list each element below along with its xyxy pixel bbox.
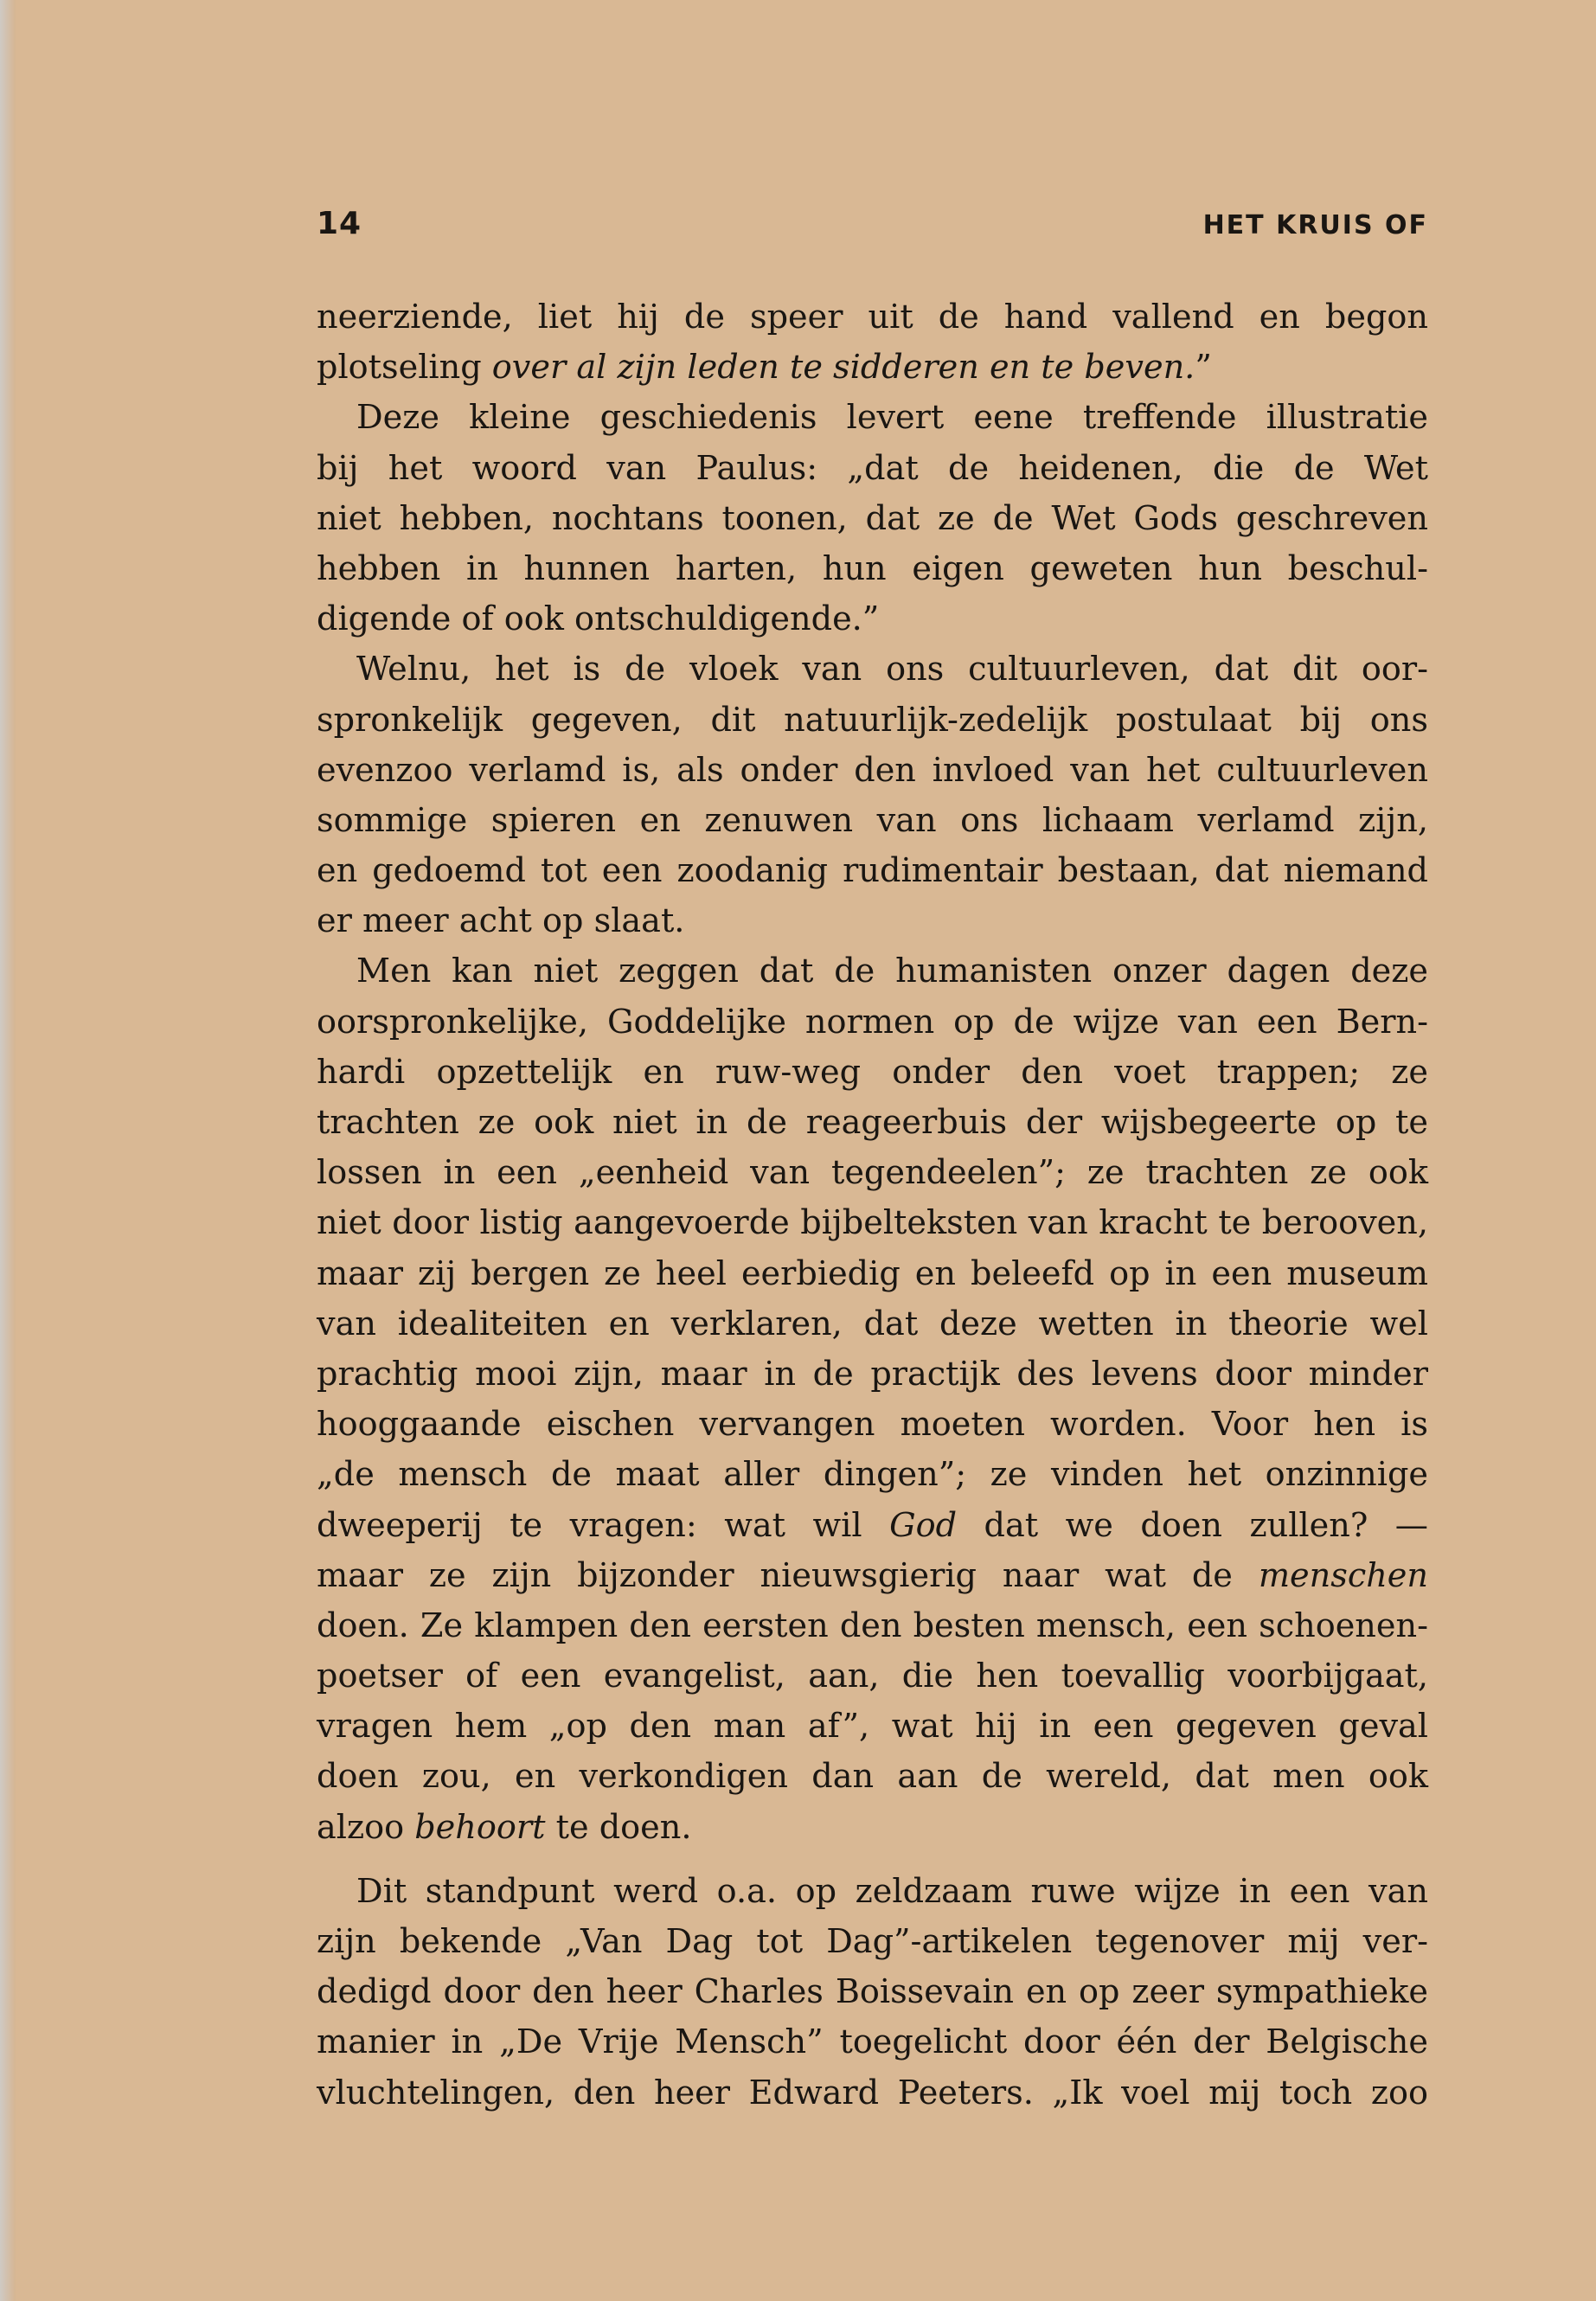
text-line: vragen hem „op den man af”, wat hij in een gegeven geval	[317, 1708, 1428, 1747]
paragraph	[317, 1867, 1428, 2118]
italic-text: behoort	[414, 1808, 546, 1847]
text-line: alzoo behoort te doen.	[317, 1808, 692, 1847]
text-line: er meer acht op slaat.	[317, 902, 685, 941]
text-line: lossen in een „eenheid van tegendeelen”; ze trachten ze ook	[317, 1154, 1428, 1193]
italic-text: God	[889, 1506, 958, 1545]
text-line: neerziende, liet hij de speer uit de hand vallend en begon	[317, 298, 1428, 336]
paragraph-gap	[317, 1853, 1428, 1867]
text-line: poetser of een evangelist, aan, die hen toevallig voorbijgaat,	[317, 1657, 1428, 1696]
text-line: dedigd door den heer Charles Boissevain en op zeer sympathieke	[317, 1973, 1428, 2012]
text-line: hooggaande eischen vervangen moeten worden. Voor hen is	[317, 1406, 1428, 1445]
text-line: Dit standpunt werd o.a. op zeldzaam ruwe wijze in een van	[356, 1872, 1428, 1911]
text-line: zijn bekende „Van Dag tot Dag”-artikelen tegenover mij ver-	[317, 1923, 1428, 1961]
paragraph	[317, 393, 1428, 644]
text-line: Welnu, het is de vloek van ons cultuurleven, dat dit oor-	[356, 651, 1428, 689]
text-line: Deze kleine geschiedenis levert eene treffende illustratie	[356, 399, 1428, 438]
book-page	[317, 0, 1428, 2301]
text-line: sommige spieren en zenuwen van ons lichaam verlamd zijn,	[317, 801, 1428, 840]
paragraph	[317, 292, 1428, 393]
paragraph	[317, 946, 1428, 1852]
text-line: hardi opzettelijk en ruw-weg onder den voet trappen; ze	[317, 1053, 1428, 1092]
text-line: Men kan niet zeggen dat de humanisten onzer dagen deze	[356, 952, 1428, 991]
text-line: vluchtelingen, den heer Edward Peeters. „Ik voel mij toch zoo	[317, 2073, 1428, 2112]
page-header	[317, 206, 1428, 241]
page-number: 14	[317, 206, 362, 241]
text-line: niet door listig aangevoerde bijbelteksten van kracht te berooven,	[317, 1204, 1428, 1243]
text-line: digende of ook ontschuldigende.”	[317, 600, 880, 639]
text-line: plotseling over al zijn leden te sidderen en te beven.”	[317, 349, 1212, 388]
text-line: en gedoemd tot een zoodanig rudimentair bestaan, dat niemand	[317, 852, 1428, 891]
text-line: trachten ze ook niet in de reageerbuis der wijsbegeerte op te	[317, 1104, 1428, 1142]
scan-edge	[0, 0, 16, 2301]
text-line: hebben in hunnen harten, hun eigen geweten hun beschul-	[317, 549, 1428, 588]
text-line: „de mensch de maat aller dingen”; ze vinden het onzinnige	[317, 1456, 1428, 1495]
text-line: niet hebben, nochtans toonen, dat ze de Wet Gods geschreven	[317, 499, 1428, 538]
text-line: evenzoo verlamd is, als onder den invloed van het cultuurleven	[317, 751, 1428, 790]
text-line: oorspronkelijke, Goddelijke normen op de wijze van een Bern-	[317, 1003, 1428, 1042]
body-text	[317, 292, 1428, 2118]
italic-text: over al zijn leden te sidderen en te beven.	[491, 349, 1195, 388]
paragraph	[317, 644, 1428, 946]
text-line: bij het woord van Paulus: „dat de heidenen, die de Wet	[317, 449, 1428, 488]
italic-text: menschen	[1258, 1556, 1428, 1595]
text-line: dweeperij te vragen: wat wil God dat we doen zullen? —	[317, 1506, 1428, 1545]
text-line: spronkelijk gegeven, dit natuurlijk-zedelijk postulaat bij ons	[317, 701, 1428, 740]
text-line: maar ze zijn bijzonder nieuwsgierig naar wat de menschen	[317, 1556, 1428, 1595]
text-line: maar zij bergen ze heel eerbiedig en beleefd op in een museum	[317, 1254, 1428, 1293]
text-line: prachtig mooi zijn, maar in de practijk des levens door minder	[317, 1355, 1428, 1394]
text-line: doen. Ze klampen den eersten den besten mensch, een schoenen-	[317, 1606, 1428, 1645]
running-head: HET KRUIS OF	[1202, 210, 1428, 240]
text-line: manier in „De Vrije Mensch” toegelicht door één der Belgische	[317, 2023, 1428, 2062]
text-line: doen zou, en verkondigen dan aan de wereld, dat men ook	[317, 1758, 1428, 1797]
text-line: van idealiteiten en verklaren, dat deze wetten in theorie wel	[317, 1304, 1428, 1343]
